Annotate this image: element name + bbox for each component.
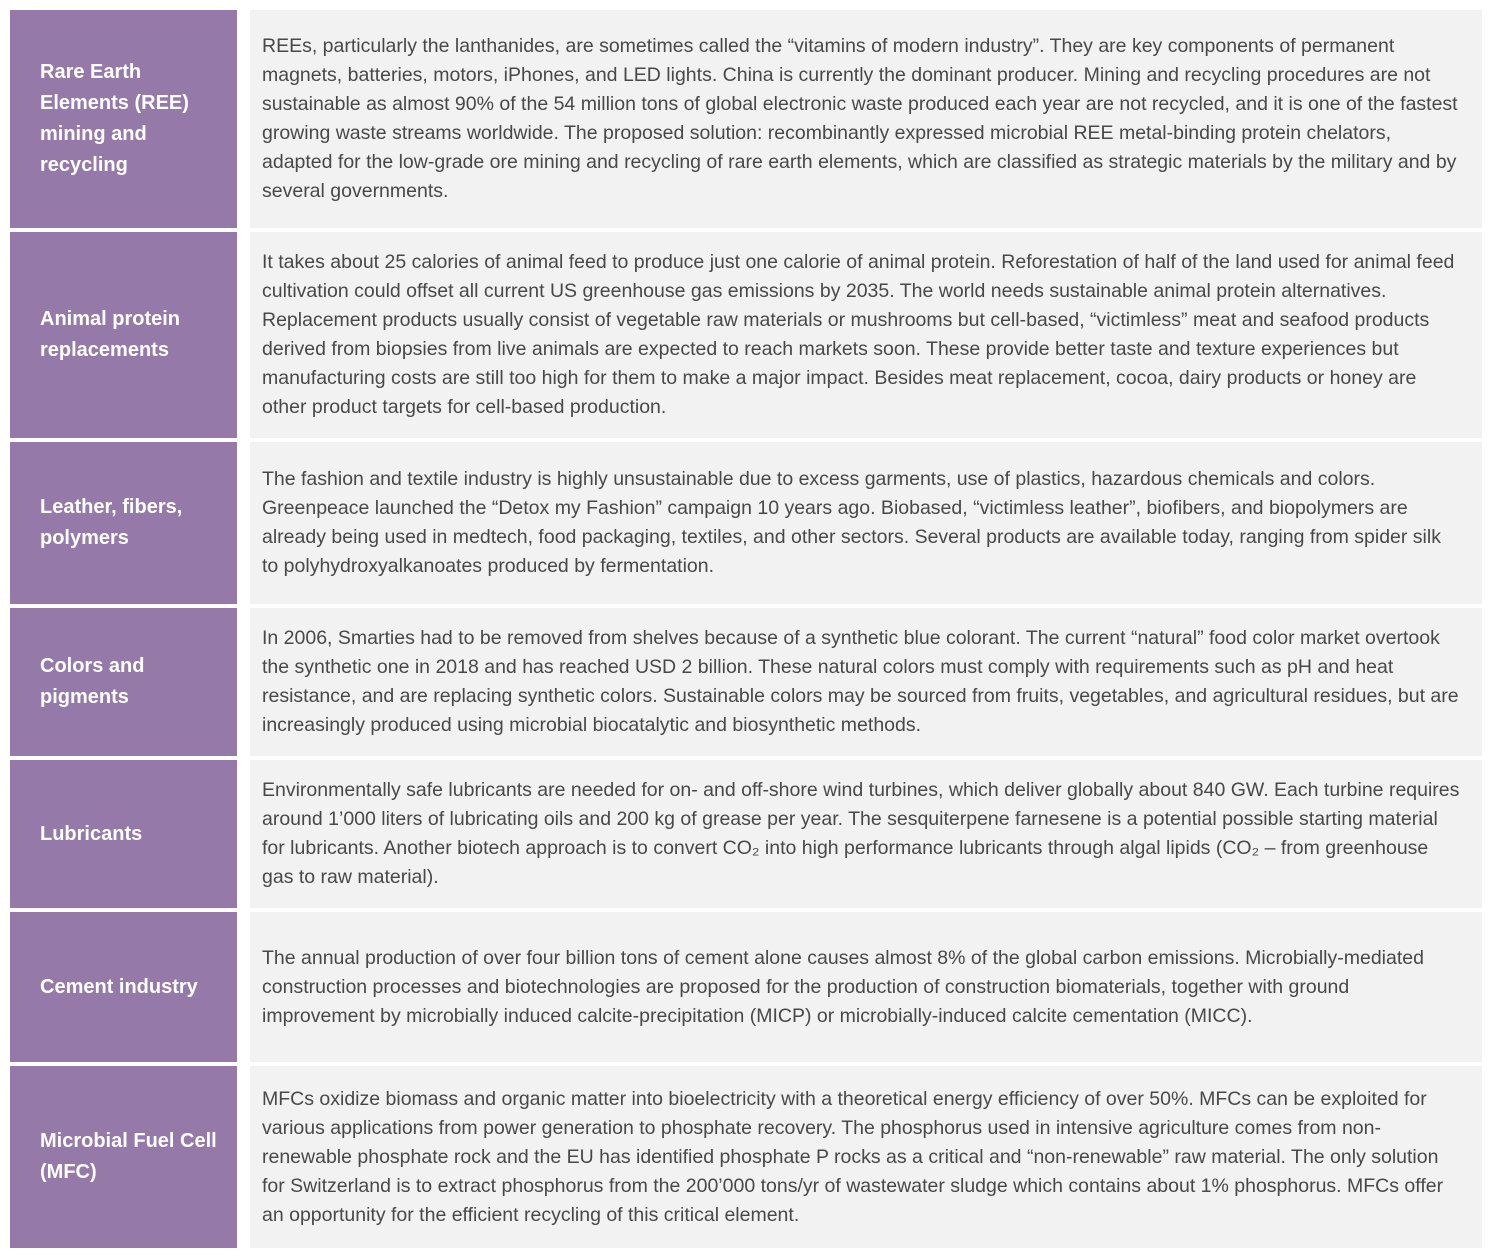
row-header-cell [10,608,237,756]
row-header-cell [10,1066,237,1248]
table-row [10,760,1482,908]
row-header-label: Rare Earth Elements (REE) mining and recycling [40,61,189,176]
row-header-label: Cement industry [40,975,198,998]
row-content-cell [250,232,1482,438]
row-content-cell [250,1066,1482,1248]
row-content-cell [250,760,1482,908]
table-row [10,232,1482,438]
row-header-label: Leather, fibers, polymers [40,496,183,549]
table-row [10,442,1482,604]
row-header-label: Microbial Fuel Cell (MFC) [40,1130,217,1183]
row-header-label: Lubricants [40,822,143,845]
row-content-text: It takes about 25 calories of animal feed to produce just one calorie of animal protein. Reforestation of half of the land used for animal feed cultivation could offset all current US greenhouse gas emissions by 2035. The world needs sustainable animal protein alternatives. Replacement products usually consist of vegetable raw materials or mushrooms but cell-based, “victimless” meat and seafood products derived from biopsies from live animals are expected to reach markets soon. These provide better taste and texture experiences but manufacturing costs are still too high for them to make a major impact. Besides meat replacement, cocoa, dairy products or honey are other product targets for cell-based production. [262,251,1455,418]
row-header-label: Colors and pigments [40,655,145,708]
table-row [10,10,1482,228]
row-content-cell [250,608,1482,756]
row-header-cell [10,912,237,1062]
row-content-cell [250,10,1482,228]
row-content-text: The annual production of over four billion tons of cement alone causes almost 8% of the global carbon emissions. Microbially-mediated construction processes and biotechnologies are proposed for the production of construction biomaterials, together with ground improvement by microbially induced calcite-precipitation (MICP) or microbially-induced calcite cementation (MICC). [262,946,1424,1027]
row-content-cell [250,912,1482,1062]
table-row [10,912,1482,1062]
row-content-text: The fashion and textile industry is highly unsustainable due to excess garments, use of plastics, hazardous chemicals and colors. Greenpeace launched the “Detox my Fashion” campaign 10 years ago. Biobased, “victimless leather”, biofibers, and biopolymers are already being used in medtech, food packaging, textiles, and other sectors. Several products are available today, ranging from spider silk to polyhydroxyalkanoates produced by fermentation. [262,468,1441,577]
row-header-cell [10,442,237,604]
row-header-cell [10,760,237,908]
row-content-text: In 2006, Smarties had to be removed from shelves because of a synthetic blue colorant. The current “natural” food color market overtook the synthetic one in 2018 and has reached USD 2 billion. These natural colors must comply with requirements such as pH and heat resistance, and are replacing synthetic colors. Sustainable colors may be sourced from fruits, vegetables, and agricultural residues, but are increasingly produced using microbial biocatalytic and biosynthetic methods. [262,627,1459,736]
row-content-text: REEs, particularly the lanthanides, are sometimes called the “vitamins of modern industry”. They are key components of permanent magnets, batteries, motors, iPhones, and LED lights. China is currently the dominant producer. Mining and recycling procedures are not sustainable as almost 90% of the 54 million tons of global electronic waste produced each year are not recycled, and it is one of the fastest growing waste streams worldwide. The proposed solution: recombinantly expressed microbial REE metal-binding protein chelators, adapted for the low-grade ore mining and recycling of rare earth elements, which are classified as strategic materials by the military and by several governments. [262,35,1458,202]
table-row [10,608,1482,756]
row-content-text: MFCs oxidize biomass and organic matter into bioelectricity with a theoretical energy efficiency of over 50%. MFCs can be exploited for various applications from power generation to phosphate recovery. The phosphorus used in intensive agriculture comes from non-renewable phosphate rock and the EU has identified phosphate P rocks as a critical and “non-renewable” raw material. The only solution for Switzerland is to extract phosphorus from the 200’000 tons/yr of wastewater sludge which contains about 1% phosphorus. MFCs offer an opportunity for the efficient recycling of this critical element. [262,1087,1444,1226]
row-content-text: Environmentally safe lubricants are needed for on- and off-shore wind turbines, which deliver globally about 840 GW. Each turbine requires around 1’000 liters of lubricating oils and 200 kg of grease per year. The sesquiterpene farnesene is a potential possible starting material for lubricants. Another biotech approach is to convert CO₂ into high performance lubricants through algal lipids (CO₂ – from greenhouse gas to raw material). [262,779,1460,888]
table-row [10,1066,1482,1248]
row-header-cell [10,10,237,228]
row-content-cell [250,442,1482,604]
comparison-table [10,10,1482,1248]
row-header-cell [10,232,237,438]
row-header-label: Animal protein replacements [40,308,181,361]
